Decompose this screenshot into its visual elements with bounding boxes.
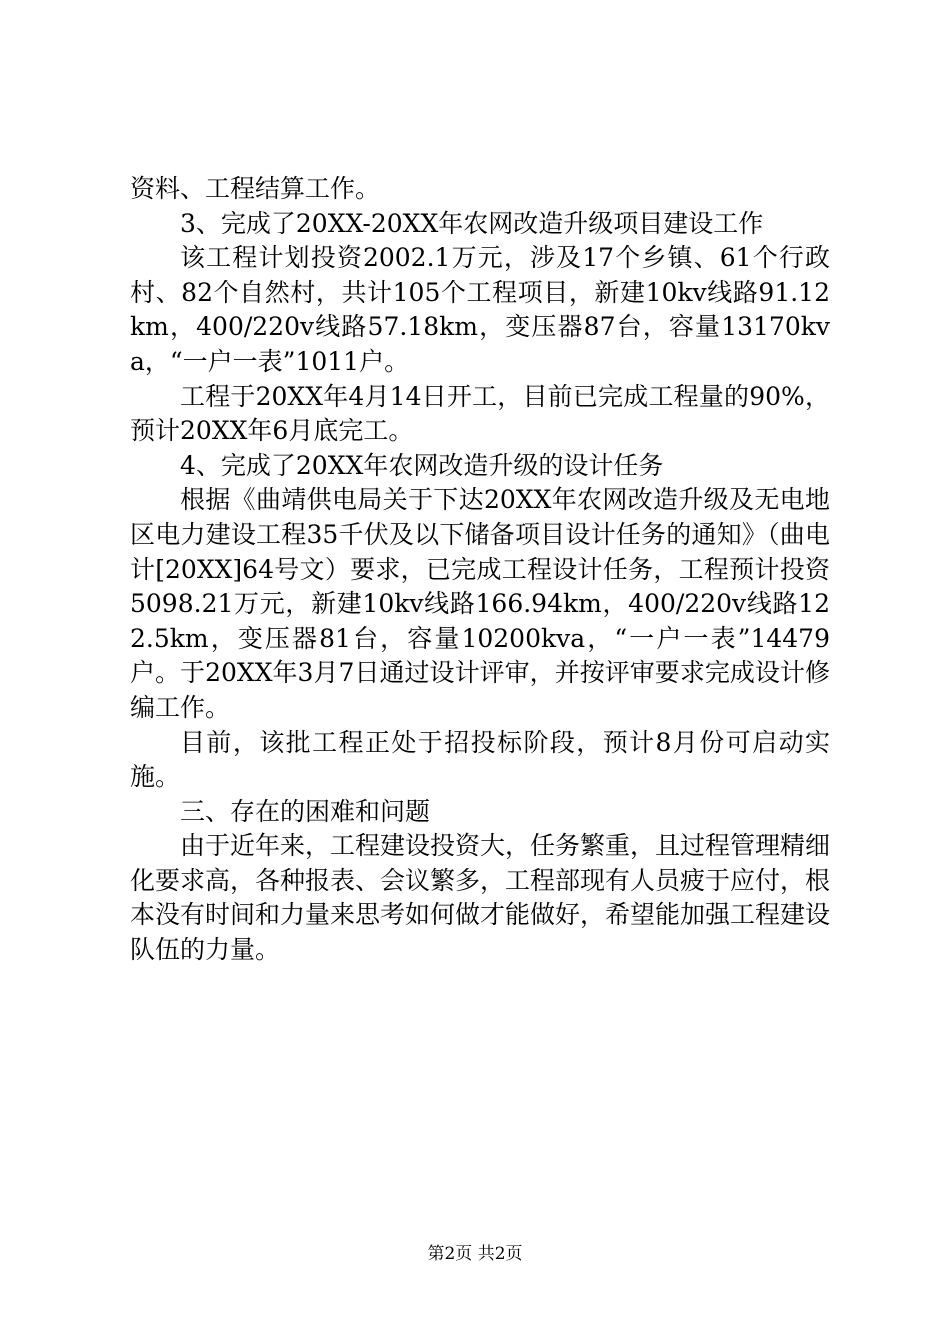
paragraph-problems: 由于近年来，工程建设投资大，任务繁重，且过程管理精细化要求高，各种报表、会议繁多，工程部现有人员疲于应付，根本没有时间和力量来思考如何做才能做好，希望能加强工程建设队伍的力量。 <box>130 831 831 965</box>
paragraph-heading-item-4: 4、完成了20XX年农网改造升级的设计任务 <box>180 450 664 480</box>
paragraph-design-task: 根据《曲靖供电局关于下达20XX年农网改造升级及无电地区电力建设工程35千伏及以下储备项目设计任务的通知》（曲电计[20XX]64号文）要求，已完成工程设计任务，工程预计投资5098.21万元，新建10kv线路166.94km，400/220v线路122.5km，变压器81台，容量10200kva，“一户一表”14479户。于20XX年3月7日通过设计评审，并按评审要求完成设计修编工作。 <box>130 485 830 722</box>
paragraph-project-progress: 工程于20XX年4月14日开工，目前已完成工程量的90%，预计20XX年6月底完工。 <box>130 381 830 446</box>
document-body <box>130 172 830 968</box>
paragraph-current-status: 目前，该批工程正处于招投标阶段，预计8月份可启动实施。 <box>130 727 830 792</box>
paragraph-heading-item-3: 3、完成了20XX-20XX年农网改造升级项目建设工作 <box>180 208 764 238</box>
page-number-footer: 第2页 共2页 <box>427 1244 523 1264</box>
section-heading-problems: 三、存在的困难和问题 <box>180 796 431 826</box>
paragraph-continuation: 资料、工程结算工作。 <box>130 174 381 203</box>
paragraph-project-investment: 该工程计划投资2002.1万元，涉及17个乡镇、61个行政村、82个自然村，共计105个工程项目，新建10kv线路91.12km，400/220v线路57.18km，变压器87台，容量13170kva，“一户一表”1011户。 <box>130 243 830 376</box>
